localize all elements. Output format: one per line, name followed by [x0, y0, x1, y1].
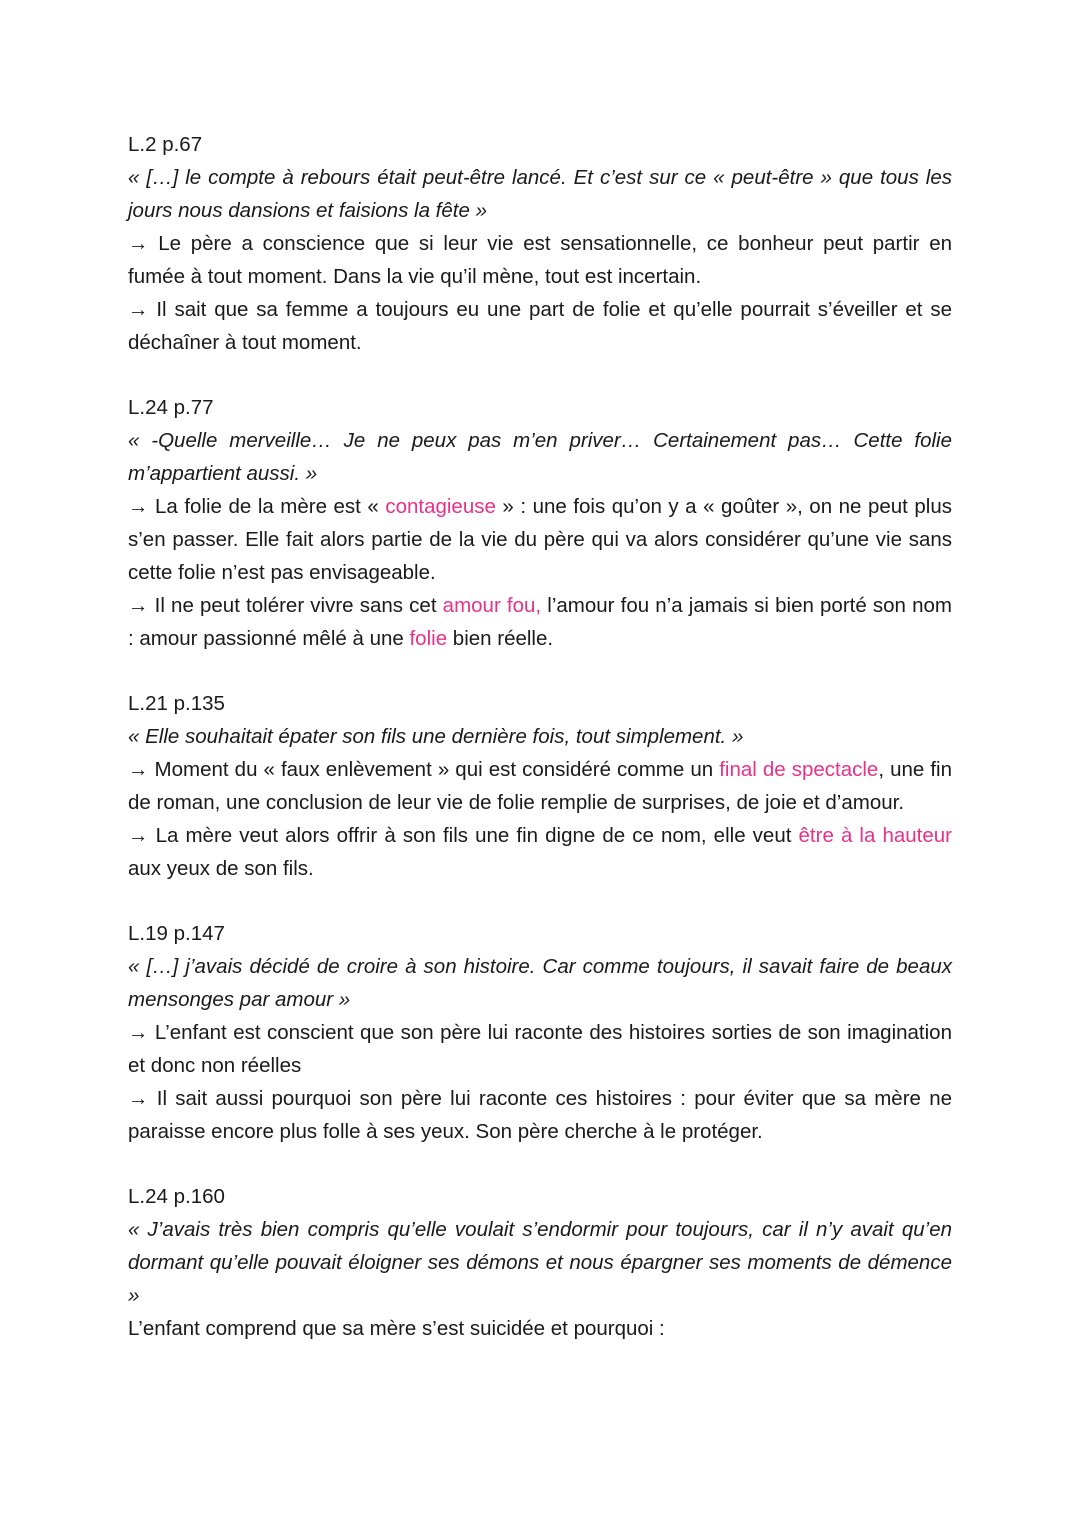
analysis-paragraph	[128, 753, 952, 819]
text-run: aux yeux de son fils.	[128, 857, 314, 880]
book-quote: « Elle souhaitait épater son fils une dernière fois, tout simplement. »	[128, 725, 744, 748]
text-run: l’amour fou n’a jamais si bien porté son nom : amour passionné mêlé à une	[128, 594, 952, 650]
text-run: → L’enfant est conscient que son père lui raconte des histoires sorties de son imagination et donc non réelles	[128, 1021, 952, 1077]
note-section	[128, 391, 952, 655]
analysis-paragraph	[128, 819, 952, 885]
text-run: → La mère veut alors offrir à son fils une fin digne de ce nom, elle veut	[128, 824, 799, 847]
highlighted-term: amour fou,	[442, 594, 542, 617]
text-run: → Il sait que sa femme a toujours eu une part de folie et qu’elle pourrait s’éveiller et se déchaîner à tout moment.	[128, 298, 952, 354]
analysis-paragraph	[128, 293, 952, 359]
highlighted-term: contagieuse	[385, 495, 496, 518]
text-run: → Il ne peut tolérer vivre sans cet	[128, 594, 443, 617]
analysis-paragraph	[128, 227, 952, 293]
text-run: → La folie de la mère est «	[128, 495, 386, 518]
analysis-paragraph	[128, 1082, 952, 1148]
page-reference: L.19 p.147	[128, 922, 225, 945]
text-run: → Moment du « faux enlèvement » qui est considéré comme un	[128, 758, 720, 781]
highlighted-term: final de spectacle	[719, 758, 879, 781]
analysis-paragraph	[128, 1312, 952, 1345]
page-reference: L.2 p.67	[128, 133, 203, 156]
text-run: → Il sait aussi pourquoi son père lui raconte ces histoires : pour éviter que sa mère ne paraisse encore plus folle à ses yeux. Son père cherche à le protéger.	[128, 1087, 952, 1143]
page-reference: L.21 p.135	[128, 692, 225, 715]
analysis-paragraph	[128, 589, 952, 655]
page-reference: L.24 p.160	[128, 1185, 225, 1208]
analysis-paragraph	[128, 490, 952, 589]
text-run: L’enfant comprend que sa mère s’est suicidée et pourquoi :	[128, 1317, 665, 1340]
note-section	[128, 128, 952, 359]
note-section	[128, 687, 952, 885]
text-run: » : une fois qu’on y a « goûter », on ne peut plus s’en passer. Elle fait alors partie de la vie du père qui va alors considérer qu’une vie sans cette folie n’est pas envisageable.	[128, 495, 952, 584]
text-run: → Le père a conscience que si leur vie est sensationnelle, ce bonheur peut partir en fumée à tout moment. Dans la vie qu’il mène, tout est incertain.	[128, 232, 952, 288]
highlighted-term: folie	[409, 627, 448, 650]
page-reference: L.24 p.77	[128, 396, 214, 419]
highlighted-term: être à la hauteur	[798, 824, 953, 847]
analysis-paragraph	[128, 1016, 952, 1082]
book-quote: « […] le compte à rebours était peut-être lancé. Et c’est sur ce « peut-être » que tous les jours nous dansions et faisions la fête »	[128, 166, 952, 222]
document-page	[128, 128, 952, 1377]
book-quote: « -Quelle merveille… Je ne peux pas m’en priver… Certainement pas… Cette folie m’appartient aussi. »	[128, 429, 952, 485]
text-run: bien réelle.	[447, 627, 554, 650]
text-run: , une fin de roman, une conclusion de leur vie de folie remplie de surprises, de joie et d’amour.	[128, 758, 952, 814]
book-quote: « J’avais très bien compris qu’elle voulait s’endormir pour toujours, car il n’y avait qu’en dormant qu’elle pouvait éloigner ses démons et nous épargner ses moments de démence »	[128, 1218, 952, 1307]
note-section	[128, 917, 952, 1148]
book-quote: « […] j’avais décidé de croire à son histoire. Car comme toujours, il savait faire de beaux mensonges par amour »	[128, 955, 952, 1011]
note-section	[128, 1180, 952, 1345]
